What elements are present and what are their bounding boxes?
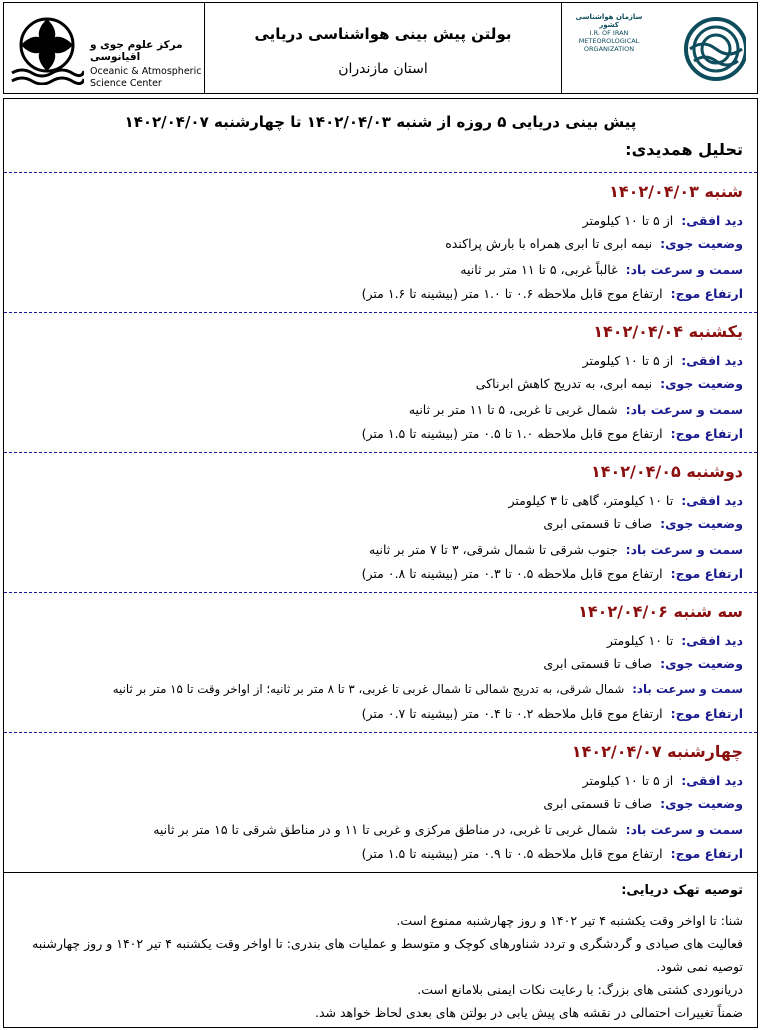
meteorological-organization-logo-icon (650, 9, 746, 89)
oceanic-center-logo-text (90, 39, 204, 90)
weather-row (445, 236, 743, 251)
wind-label: سمت و سرعت باد: (625, 402, 743, 417)
wave-value: ارتفاع موج قابل ملاحظه ۰.۲ تا ۰.۴ متر (بیشینه تا ۰.۷ متر) (361, 706, 663, 721)
advisory-swimming: شنا: تا اواخر وقت یکشنبه ۴ تیر ۱۴۰۲ و روز چهارشنبه ممنوع است. (396, 913, 743, 928)
day-title: یکشنبه ۱۴۰۲/۰۴/۰۴ (593, 322, 743, 341)
weather-label: وضعیت جوی: (660, 796, 743, 811)
wind-value: غالباً غربی، ۵ تا ۱۱ متر بر ثانیه (460, 262, 618, 277)
day-forecast-monday (4, 452, 757, 593)
wind-label: سمت و سرعت باد: (625, 542, 743, 557)
meteorological-organization-text (566, 13, 652, 53)
visibility-value: تا ۱۰ کیلومتر، گاهی تا ۳ کیلومتر (508, 493, 674, 508)
visibility-value: از ۵ تا ۱۰ کیلومتر (582, 353, 674, 368)
weather-value: نیمه ابری، به تدریج کاهش ابرناکی (475, 376, 653, 391)
oceanic-center-name-en-2: Science Center (90, 78, 162, 89)
advisory-large-ships: دریانوردی کشتی های بزرگ: با رعایت نکات ایمنی بلامانع است. (417, 982, 743, 997)
weather-value: نیمه ابری تا ابری همراه با بارش پراکنده (445, 236, 653, 251)
weather-value: صاف تا قسمتی ابری (543, 516, 653, 531)
wave-value: ارتفاع موج قابل ملاحظه ۰.۵ تا ۰.۹ متر (بیشینه تا ۱.۵ متر) (361, 846, 663, 861)
day-forecast-sunday (4, 312, 757, 453)
visibility-label: دید افقی: (681, 493, 743, 508)
met-org-name-fa: سازمان هواشناسی کشور (575, 13, 643, 29)
weather-label: وضعیت جوی: (660, 376, 743, 391)
wind-value: جنوب شرقی تا شمال شرقی، ۳ تا ۷ متر بر ثانیه (369, 542, 618, 557)
visibility-value: تا ۱۰ کیلومتر (606, 633, 674, 648)
met-org-name-en-1: I.R. OF IRAN (589, 29, 629, 37)
wave-value: ارتفاع موج قابل ملاحظه ۱.۰ تا ۰.۵ متر (بیشینه تا ۱.۵ متر) (361, 426, 663, 441)
visibility-row (508, 493, 743, 508)
visibility-row (583, 213, 743, 228)
weather-label: وضعیت جوی: (660, 236, 743, 251)
wave-label: ارتفاع موج: (670, 846, 743, 861)
visibility-value: از ۵ تا ۱۰ کیلومتر (582, 213, 674, 228)
bulletin-title: بولتن پیش بینی هواشناسی دریایی (254, 25, 512, 43)
weather-label: وضعیت جوی: (660, 656, 743, 671)
wind-label: سمت و سرعت باد: (625, 262, 743, 277)
wave-row (362, 566, 743, 581)
wave-label: ارتفاع موج: (670, 706, 743, 721)
wind-label: سمت و سرعت باد: (625, 822, 743, 837)
left-logo-cell (4, 3, 205, 93)
visibility-row (583, 773, 743, 788)
visibility-row (607, 633, 743, 648)
day-title: شنبه ۱۴۰۲/۰۴/۰۳ (609, 182, 743, 201)
wave-label: ارتفاع موج: (670, 426, 743, 441)
visibility-label: دید افقی: (681, 353, 743, 368)
wave-value: ارتفاع موج قابل ملاحظه ۰.۵ تا ۰.۳ متر (بیشینه تا ۰.۸ متر) (361, 566, 663, 581)
weather-row (543, 516, 743, 531)
day-forecast-tuesday (4, 592, 757, 733)
day-title: چهارشنبه ۱۴۰۲/۰۴/۰۷ (571, 742, 743, 761)
weather-value: صاف تا قسمتی ابری (543, 796, 653, 811)
forecast-frame (3, 98, 758, 1028)
wave-row (362, 706, 743, 721)
oceanic-center-name-fa: مرکز علوم جوی و اقیانوسی (90, 39, 183, 63)
advisory-body (16, 909, 743, 1024)
visibility-value: از ۵ تا ۱۰ کیلومتر (582, 773, 674, 788)
weather-row (476, 376, 743, 391)
wave-value: ارتفاع موج قابل ملاحظه ۰.۶ تا ۱.۰ متر (بیشینه تا ۱.۶ متر) (361, 286, 663, 301)
weather-row (543, 796, 743, 811)
wind-row (153, 822, 743, 837)
met-org-name-en-2: METEOROLOGICAL (578, 37, 640, 45)
wind-row (409, 402, 743, 417)
visibility-label: دید افقی: (681, 213, 743, 228)
wave-row (362, 286, 743, 301)
wind-label: سمت و سرعت باد: (632, 682, 743, 696)
bulletin-header (3, 2, 758, 94)
day-forecast-saturday (4, 172, 757, 313)
wind-value: شمال غربی تا غربی، در مناطق مرکزی و غربی تا ۱۱ و در مناطق شرقی تا ۱۵ متر بر ثانیه (153, 822, 618, 837)
visibility-row (583, 353, 743, 368)
met-org-name-en-3: ORGANIZATION (583, 45, 635, 53)
oceanic-center-logo-icon (10, 11, 84, 85)
weather-row (543, 656, 743, 671)
wind-row (460, 262, 743, 277)
weather-label: وضعیت جوی: (660, 516, 743, 531)
weather-value: صاف تا قسمتی ابری (543, 656, 653, 671)
oceanic-center-name-en-1: Oceanic & Atmospheric (90, 66, 202, 77)
wind-value: شمال غربی تا غربی، ۵ تا ۱۱ متر بر ثانیه (408, 402, 618, 417)
wave-label: ارتفاع موج: (670, 286, 743, 301)
province-name: استان مازندران (338, 61, 428, 77)
day-title: دوشنبه ۱۴۰۲/۰۴/۰۵ (590, 462, 743, 481)
day-forecast-wednesday (4, 732, 757, 873)
visibility-label: دید افقی: (681, 773, 743, 788)
advisory-fishing-small-vessels: فعالیت های صیادی و گردشگری و تردد شناورهای کوچک و متوسط و عملیات های بندری: تا اواخر وقت یکشنبه ۴ تیر ۱۴۰۲ و روز چهارشنبه توصیه نمی شود. (32, 936, 743, 974)
wind-row (113, 682, 743, 696)
wave-label: ارتفاع موج: (670, 566, 743, 581)
advisory-notice: ضمناً تغییرات احتمالی در نقشه های پیش یابی در بولتن های بعدی لحاظ خواهد شد. (314, 1005, 743, 1020)
marine-advisory-section (4, 872, 757, 1020)
wind-row (369, 542, 743, 557)
advisory-title: توصیه تهک دریایی: (621, 883, 743, 898)
wind-value: شمال شرقی، به تدریج شمالی تا شمال غربی تا غربی، ۳ تا ۸ متر بر ثانیه؛ از اواخر وقت تا ۱۵ متر بر ثانیه (112, 682, 625, 696)
wave-row (362, 846, 743, 861)
forecast-main-title: پیش بینی دریایی ۵ روزه از شنبه ۱۴۰۲/۰۴/۰۳ تا چهارشنبه ۱۴۰۲/۰۴/۰۷ (124, 113, 637, 131)
header-title-cell (205, 3, 562, 93)
right-logo-cell (562, 3, 757, 93)
wave-row (362, 426, 743, 441)
synoptic-analysis-label: تحلیل همدیدی: (625, 140, 743, 159)
visibility-label: دید افقی: (681, 633, 743, 648)
day-title: سه شنبه ۱۴۰۲/۰۴/۰۶ (578, 602, 743, 621)
